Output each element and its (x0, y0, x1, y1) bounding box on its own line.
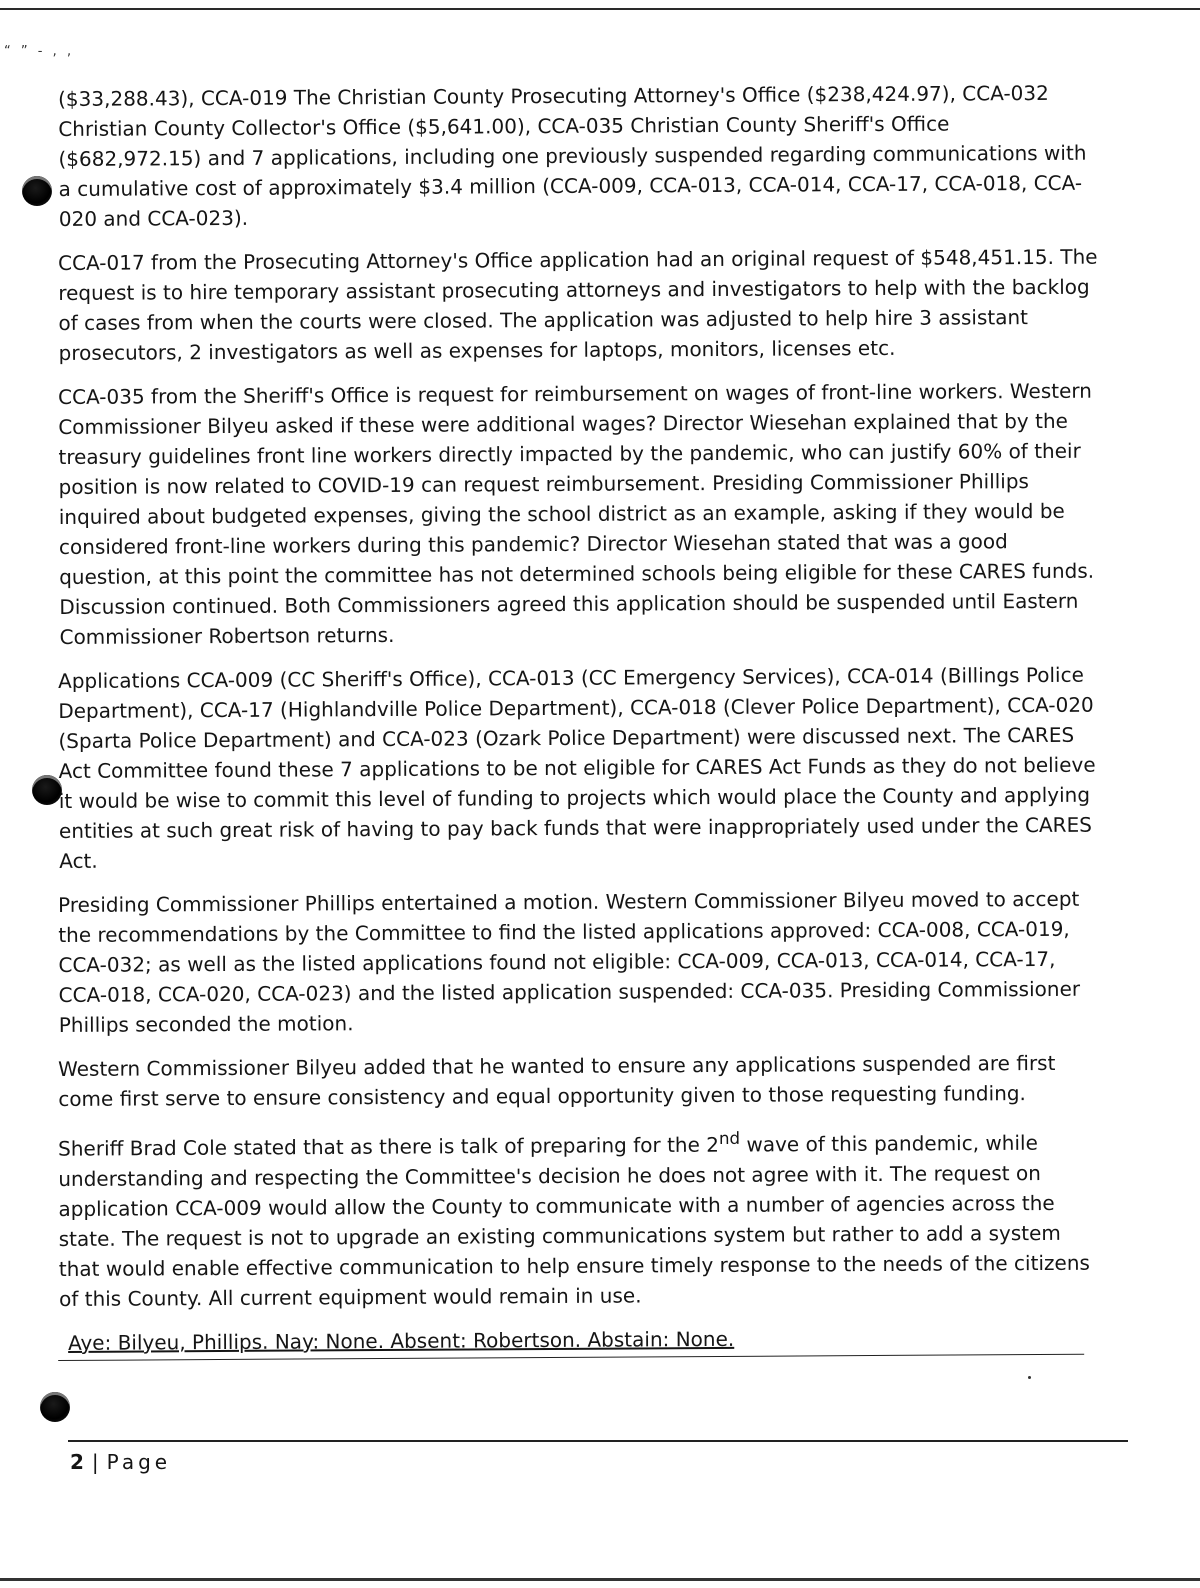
scan-speck (1028, 1376, 1031, 1379)
sheriff-text-after: wave of this pandemic, while understanding and respecting the Committee's decision he does not agree with it. The request on application CCA-009 would allow the County to communicate with a number of agencies across the state. The request is not to upgrade an existing communications system but rather to add a system that would enable effective communication to help ensure timely response to the needs of the citizens of this County. All current equipment would remain in use. (58, 1130, 1090, 1311)
page-number: 2 (70, 1450, 84, 1474)
page-footer (70, 1448, 171, 1476)
paragraph-first-come-first-serve: Western Commissioner Bilyeu added that he wanted to ensure any applications suspended are first come first serve to ensure consistency and equal opportunity given to those requesting funding. (58, 1050, 1056, 1111)
scan-top-border (0, 8, 1200, 10)
vote-record-text: Aye: Bilyeu, Phillips. Nay: None. Absent: Robertson. Abstain: None. (68, 1326, 735, 1355)
paragraph-motion: Presiding Commissioner Phillips entertained a motion. Western Commissioner Bilyeu moved to accept the recommendations by the Committee to find the listed applications approved: CCA-008, CCA-019, CCA-032; as well as the listed applications found not eligible: CCA-009, CCA-013, CCA-014, CCA-17, CCA-018, CCA-020, CCA-023) and the listed application suspended: CCA-035. Presiding Commissioner Phillips seconded the motion. (58, 886, 1081, 1037)
paragraph-cares-applications-summary: ($33,288.43), CCA-019 The Christian County Prosecuting Attorney's Office ($238,424.97), CCA-032 Christian County Collector's Office ($5,641.00), CCA-035 Christian County Sheriff's Office ($682,972.15) and 7 applications, including one previously suspended regarding communications with a cumulative cost of approximately $3.4 million (CCA-009, CCA-013, CCA-014, CCA-17, CCA-018, CCA-020 and CCA-023). (58, 80, 1087, 231)
paragraph-sheriff-statement (58, 1122, 1099, 1314)
paragraph-cca-017: CCA-017 from the Prosecuting Attorney's Office application had an original request of $548,451.15. The request is to hire temporary assistant prosecuting attorneys and investigators to help with the backlog of cases from when the courts were closed. The application was adjusted to help hire 3 assistant prosecutors, 2 investigators as well as expenses for laptops, monitors, licenses etc. (58, 244, 1098, 365)
page-separator: | (91, 1450, 99, 1474)
sheriff-text-before: Sheriff Brad Cole stated that as there is talk of preparing for the 2 (58, 1132, 720, 1161)
ordinal-suffix: nd (718, 1128, 741, 1148)
scan-bottom-border (0, 1578, 1200, 1581)
page-label: Page (106, 1450, 172, 1474)
punch-hole-icon (22, 176, 52, 206)
vote-record (58, 1321, 1084, 1360)
footer-divider (68, 1440, 1128, 1442)
paragraph-cca-035: CCA-035 from the Sheriff's Office is request for reimbursement on wages of front-line workers. Western Commissioner Bilyeu asked if these were additional wages? Director Wiesehan explained that by the treasury guidelines front line workers directly impacted by the pandemic, who can justify 60% of their position is now related to COVID-19 can request reimbursement. Presiding Commissioner Phillips inquired about budgeted expenses, giving the school district as an example, asking if they would be considered front-line workers during this pandemic? Director Wiesehan stated that was a good question, at this point the committee has not determined schools being eligible for these CARES funds. Discussion continued. Both Commissioners agreed this application should be suspended until Eastern Commissioner Robertson returns. (58, 378, 1095, 649)
document-body (58, 80, 1098, 1361)
punch-hole-icon (40, 1392, 70, 1422)
scan-marks: “ ” - ‚ ‚ (4, 44, 74, 59)
paragraph-not-eligible-applications: Applications CCA-009 (CC Sheriff's Office), CCA-013 (CC Emergency Services), CCA-014 (Billings Police Department), CCA-17 (Highlandville Police Department), CCA-018 (Clever Police Department), CCA-020 (Sparta Police Department) and CCA-023 (Ozark Police Department) were discussed next. The CARES Act Committee found these 7 applications to be not eligible for CARES Act Funds as they do not believe it would be wise to commit this level of funding to projects which would place the County and applying entities at such great risk of having to pay back funds that were inappropriately used under the CARES Act. (58, 662, 1096, 873)
